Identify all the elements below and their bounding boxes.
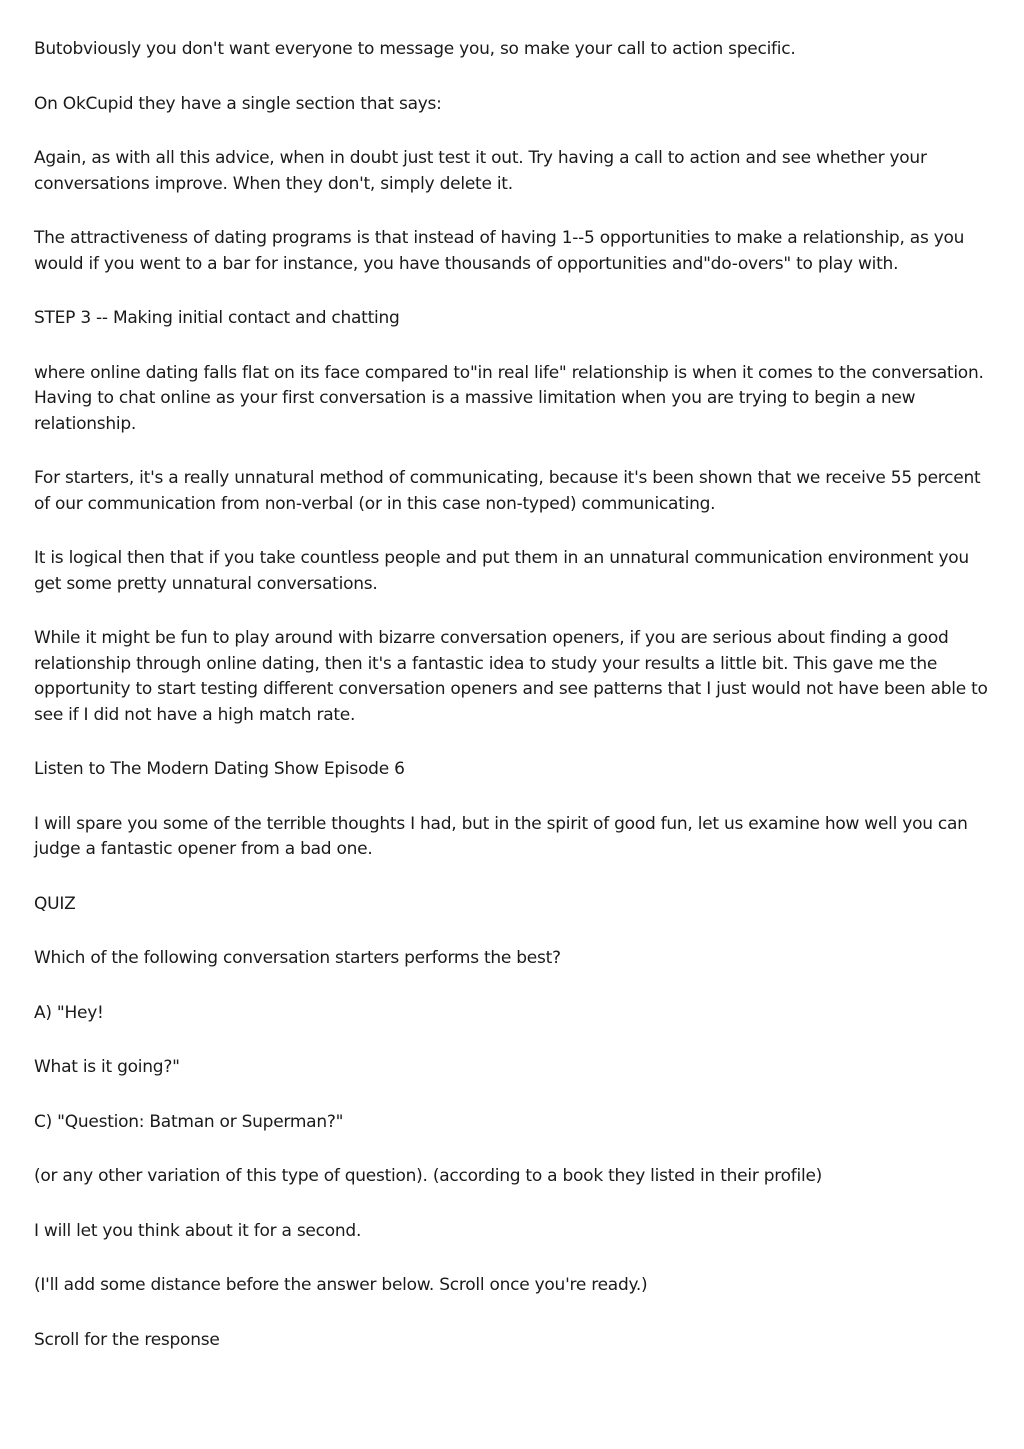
quiz-question: Which of the following conversation starters performs the best?	[34, 948, 561, 968]
paragraph-online-dating-conversation: where online dating falls flat on its face compared to"in real life" relationship is when it comes to the conversation. Having to chat online as your first conversation is a massive limitation when you are trying to begin a new relationship.	[34, 362, 984, 434]
quiz-option-note: (or any other variation of this type of question). (according to a book they listed in their profile)	[34, 1166, 823, 1186]
heading-step-3: STEP 3 -- Making initial contact and chatting	[34, 308, 400, 328]
heading-quiz: QUIZ	[34, 893, 76, 914]
paragraph-dating-programs: The attractiveness of dating programs is that instead of having 1--5 opportunities to make a relationship, as you would if you went to a bar for instance, you have thousands of opportunities and"do-overs" to play with.	[34, 228, 965, 274]
paragraph-spare-thoughts: I will spare you some of the terrible thoughts I had, but in the spirit of good fun, let us examine how well you can judge a fantastic opener from a bad one.	[34, 813, 968, 859]
paragraph-add-distance: (I'll add some distance before the answer below. Scroll once you're ready.)	[34, 1275, 648, 1295]
paragraph-unnatural-conversations: It is logical then that if you take countless people and put them in an unnatural communication environment you get some pretty unnatural conversations.	[34, 548, 969, 594]
quiz-option-a-continued: What is it going?"	[34, 1057, 180, 1077]
document-page	[34, 37, 994, 1382]
paragraph-podcast-episode: Listen to The Modern Dating Show Episode 6	[34, 759, 405, 779]
paragraph-think-about-it: I will let you think about it for a second.	[34, 1220, 362, 1241]
paragraph-call-to-action: Butobviously you don't want everyone to message you, so make your call to action specific.	[34, 39, 796, 59]
paragraph-scroll-for-response: Scroll for the response	[34, 1329, 220, 1350]
quiz-option-a: A) "Hey!	[34, 1002, 104, 1023]
paragraph-conversation-openers: While it might be fun to play around with bizarre conversation openers, if you are serious about finding a good relationship through online dating, then it's a fantastic idea to study your results a little bit. This gave me the opportunity to start testing different conversation openers and see patterns that I just would not have been able to see if I did not have a high match rate.	[34, 628, 988, 725]
paragraph-okcupid-section: On OkCupid they have a single section that says:	[34, 93, 442, 114]
paragraph-non-verbal: For starters, it's a really unnatural method of communicating, because it's been shown that we receive 55 percent of our communication from non-verbal (or in this case non-typed) communicating.	[34, 468, 981, 514]
paragraph-test-it-out: Again, as with all this advice, when in doubt just test it out. Try having a call to action and see whether your conversations improve. When they don't, simply delete it.	[34, 148, 927, 194]
quiz-option-c: C) "Question: Batman or Superman?"	[34, 1111, 344, 1132]
